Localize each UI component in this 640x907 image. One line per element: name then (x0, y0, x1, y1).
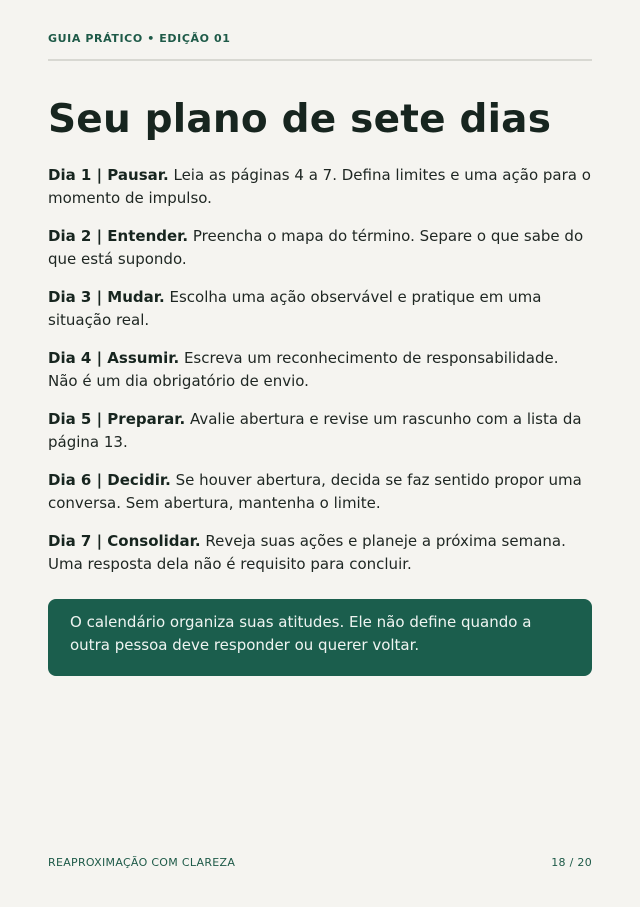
day-lead: Dia 2 | Entender. (48, 227, 189, 245)
day-item-3 (48, 286, 592, 331)
header-kicker: GUIA PRÁTICO • EDIÇÃO 01 (48, 32, 231, 45)
day-text: Leia as páginas 4 a 7. Defina limites e uma ação para o momento de impulso. (48, 166, 591, 207)
day-lead: Dia 1 | Pausar. (48, 166, 169, 184)
header-divider (48, 59, 592, 61)
day-item-7 (48, 530, 592, 575)
day-lead: Dia 5 | Preparar. (48, 410, 186, 428)
day-text: Avalie abertura e revise um rascunho com a lista da página 13. (48, 410, 582, 451)
day-text: Escreva um reconhecimento de responsabilidade. Não é um dia obrigatório de envio. (48, 349, 559, 390)
day-plan-list (48, 164, 592, 591)
page-footer (48, 856, 592, 870)
day-text: Preencha o mapa do término. Separe o que sabe do que está supondo. (48, 227, 584, 268)
day-text: Reveja suas ações e planeje a próxima semana. Uma resposta dela não é requisito para concluir. (48, 532, 566, 573)
page-number: 18 / 20 (551, 856, 592, 869)
page-title: Seu plano de sete dias (48, 97, 552, 142)
day-lead: Dia 6 | Decidir. (48, 471, 171, 489)
day-item-4 (48, 347, 592, 392)
day-lead: Dia 4 | Assumir. (48, 349, 180, 367)
day-text: Se houver abertura, decida se faz sentido propor uma conversa. Sem abertura, mantenha o limite. (48, 471, 582, 512)
footer-title: REAPROXIMAÇÃO COM CLAREZA (48, 856, 236, 869)
day-text: Escolha uma ação observável e pratique em uma situação real. (48, 288, 542, 329)
callout-box (48, 599, 592, 676)
day-item-1 (48, 164, 592, 209)
day-item-5 (48, 408, 592, 453)
day-item-6 (48, 469, 592, 514)
page-header (48, 32, 592, 61)
callout-text: O calendário organiza suas atitudes. Ele não define quando a outra pessoa deve responder ou querer voltar. (70, 613, 532, 654)
day-lead: Dia 7 | Consolidar. (48, 532, 201, 550)
day-lead: Dia 3 | Mudar. (48, 288, 165, 306)
day-item-2 (48, 225, 592, 270)
